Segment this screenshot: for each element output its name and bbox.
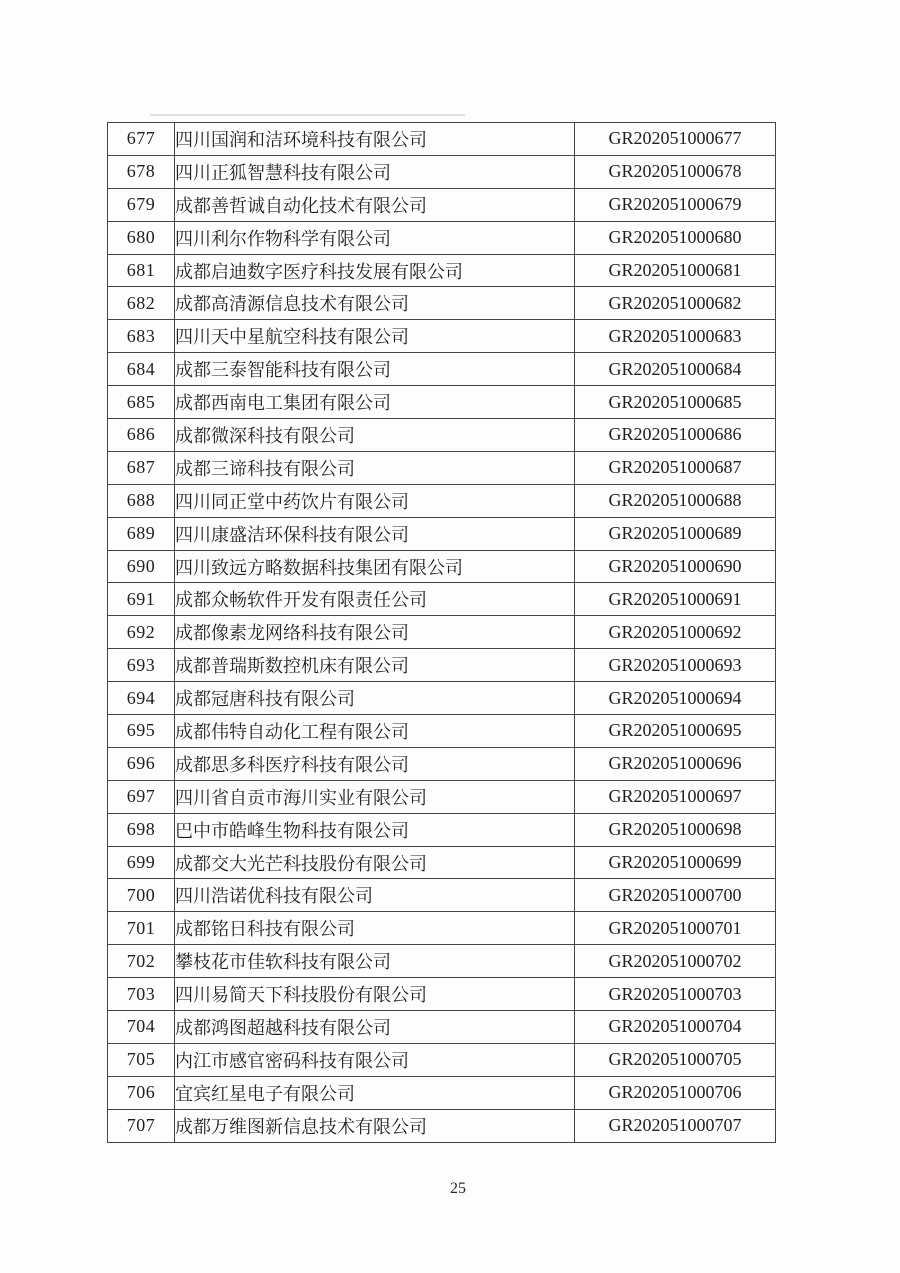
company-name-cell: 成都交大光芒科技股份有限公司 xyxy=(175,846,575,879)
row-number-cell: 687 xyxy=(108,451,175,484)
registration-code-cell: GR202051000692 xyxy=(575,616,776,649)
row-number-cell: 695 xyxy=(108,715,175,748)
registration-code-cell: GR202051000691 xyxy=(575,583,776,616)
registration-code-cell: GR202051000678 xyxy=(575,155,776,188)
row-number-cell: 680 xyxy=(108,221,175,254)
company-name-cell: 四川国润和洁环境科技有限公司 xyxy=(175,123,575,156)
table-row xyxy=(108,1076,776,1109)
table-row xyxy=(108,649,776,682)
company-name-cell: 成都三谛科技有限公司 xyxy=(175,451,575,484)
table-row xyxy=(108,879,776,912)
row-number-cell: 694 xyxy=(108,682,175,715)
company-name-cell: 成都微深科技有限公司 xyxy=(175,419,575,452)
registration-code-cell: GR202051000704 xyxy=(575,1011,776,1044)
registration-code-cell: GR202051000700 xyxy=(575,879,776,912)
table-row xyxy=(108,221,776,254)
row-number-cell: 706 xyxy=(108,1076,175,1109)
registration-code-cell: GR202051000702 xyxy=(575,945,776,978)
table-row xyxy=(108,945,776,978)
company-name-cell: 四川天中星航空科技有限公司 xyxy=(175,320,575,353)
registration-code-cell: GR202051000686 xyxy=(575,419,776,452)
registration-code-cell: GR202051000690 xyxy=(575,550,776,583)
table-row xyxy=(108,254,776,287)
row-number-cell: 691 xyxy=(108,583,175,616)
table-row xyxy=(108,747,776,780)
company-name-cell: 四川同正堂中药饮片有限公司 xyxy=(175,484,575,517)
company-table-body xyxy=(108,123,776,1143)
table-row xyxy=(108,451,776,484)
row-number-cell: 678 xyxy=(108,155,175,188)
row-number-cell: 704 xyxy=(108,1011,175,1044)
registration-code-cell: GR202051000680 xyxy=(575,221,776,254)
company-name-cell: 四川易简天下科技股份有限公司 xyxy=(175,978,575,1011)
row-number-cell: 681 xyxy=(108,254,175,287)
registration-code-cell: GR202051000689 xyxy=(575,517,776,550)
registration-code-cell: GR202051000688 xyxy=(575,484,776,517)
table-row xyxy=(108,616,776,649)
registration-code-cell: GR202051000701 xyxy=(575,912,776,945)
table-row xyxy=(108,682,776,715)
registration-code-cell: GR202051000705 xyxy=(575,1043,776,1076)
company-name-cell: 成都众畅软件开发有限责任公司 xyxy=(175,583,575,616)
company-name-cell: 四川省自贡市海川实业有限公司 xyxy=(175,780,575,813)
row-number-cell: 705 xyxy=(108,1043,175,1076)
table-row xyxy=(108,386,776,419)
registration-code-cell: GR202051000706 xyxy=(575,1076,776,1109)
registration-code-cell: GR202051000694 xyxy=(575,682,776,715)
table-row xyxy=(108,846,776,879)
company-name-cell: 四川康盛洁环保科技有限公司 xyxy=(175,517,575,550)
registration-code-cell: GR202051000685 xyxy=(575,386,776,419)
registration-code-cell: GR202051000698 xyxy=(575,813,776,846)
table-row xyxy=(108,123,776,156)
company-name-cell: 成都伟特自动化工程有限公司 xyxy=(175,715,575,748)
row-number-cell: 686 xyxy=(108,419,175,452)
company-name-cell: 巴中市皓峰生物科技有限公司 xyxy=(175,813,575,846)
table-row xyxy=(108,1011,776,1044)
row-number-cell: 683 xyxy=(108,320,175,353)
registration-code-cell: GR202051000683 xyxy=(575,320,776,353)
company-name-cell: 成都高清源信息技术有限公司 xyxy=(175,287,575,320)
company-name-cell: 四川正狐智慧科技有限公司 xyxy=(175,155,575,188)
registration-code-cell: GR202051000696 xyxy=(575,747,776,780)
company-name-cell: 成都启迪数字医疗科技发展有限公司 xyxy=(175,254,575,287)
registration-code-cell: GR202051000697 xyxy=(575,780,776,813)
table-row xyxy=(108,484,776,517)
table-row xyxy=(108,155,776,188)
row-number-cell: 703 xyxy=(108,978,175,1011)
company-name-cell: 成都鸿图超越科技有限公司 xyxy=(175,1011,575,1044)
company-name-cell: 成都万维图新信息技术有限公司 xyxy=(175,1109,575,1142)
table-row xyxy=(108,912,776,945)
row-number-cell: 692 xyxy=(108,616,175,649)
company-name-cell: 四川致远方略数据科技集团有限公司 xyxy=(175,550,575,583)
table-row xyxy=(108,813,776,846)
table-row xyxy=(108,1109,776,1142)
company-name-cell: 成都西南电工集团有限公司 xyxy=(175,386,575,419)
row-number-cell: 696 xyxy=(108,747,175,780)
table-row xyxy=(108,780,776,813)
company-name-cell: 四川浩诺优科技有限公司 xyxy=(175,879,575,912)
registration-code-cell: GR202051000677 xyxy=(575,123,776,156)
row-number-cell: 693 xyxy=(108,649,175,682)
row-number-cell: 697 xyxy=(108,780,175,813)
table-row xyxy=(108,1043,776,1076)
company-name-cell: 成都善哲诚自动化技术有限公司 xyxy=(175,188,575,221)
company-name-cell: 内江市感官密码科技有限公司 xyxy=(175,1043,575,1076)
company-name-cell: 成都铭日科技有限公司 xyxy=(175,912,575,945)
table-row xyxy=(108,320,776,353)
table-row xyxy=(108,550,776,583)
company-name-cell: 成都冠唐科技有限公司 xyxy=(175,682,575,715)
row-number-cell: 685 xyxy=(108,386,175,419)
row-number-cell: 689 xyxy=(108,517,175,550)
table-row xyxy=(108,517,776,550)
scan-artifact-line xyxy=(150,114,465,116)
row-number-cell: 679 xyxy=(108,188,175,221)
company-name-cell: 攀枝花市佳软科技有限公司 xyxy=(175,945,575,978)
row-number-cell: 690 xyxy=(108,550,175,583)
table-row xyxy=(108,419,776,452)
registration-code-cell: GR202051000682 xyxy=(575,287,776,320)
table-row xyxy=(108,583,776,616)
row-number-cell: 700 xyxy=(108,879,175,912)
company-name-cell: 成都思多科医疗科技有限公司 xyxy=(175,747,575,780)
registration-code-cell: GR202051000693 xyxy=(575,649,776,682)
row-number-cell: 677 xyxy=(108,123,175,156)
row-number-cell: 682 xyxy=(108,287,175,320)
row-number-cell: 699 xyxy=(108,846,175,879)
row-number-cell: 698 xyxy=(108,813,175,846)
company-name-cell: 成都像素龙网络科技有限公司 xyxy=(175,616,575,649)
page-number: 25 xyxy=(450,1180,466,1197)
row-number-cell: 701 xyxy=(108,912,175,945)
registration-code-cell: GR202051000707 xyxy=(575,1109,776,1142)
registration-code-cell: GR202051000679 xyxy=(575,188,776,221)
table-row xyxy=(108,978,776,1011)
table-row xyxy=(108,715,776,748)
registration-code-cell: GR202051000703 xyxy=(575,978,776,1011)
company-name-cell: 宜宾红星电子有限公司 xyxy=(175,1076,575,1109)
company-registration-table xyxy=(107,122,776,1143)
registration-code-cell: GR202051000684 xyxy=(575,353,776,386)
row-number-cell: 702 xyxy=(108,945,175,978)
row-number-cell: 707 xyxy=(108,1109,175,1142)
table-row xyxy=(108,353,776,386)
table-row xyxy=(108,188,776,221)
company-name-cell: 四川利尔作物科学有限公司 xyxy=(175,221,575,254)
company-name-cell: 成都普瑞斯数控机床有限公司 xyxy=(175,649,575,682)
row-number-cell: 684 xyxy=(108,353,175,386)
registration-code-cell: GR202051000687 xyxy=(575,451,776,484)
table-row xyxy=(108,287,776,320)
row-number-cell: 688 xyxy=(108,484,175,517)
company-name-cell: 成都三泰智能科技有限公司 xyxy=(175,353,575,386)
registration-code-cell: GR202051000699 xyxy=(575,846,776,879)
registration-code-cell: GR202051000681 xyxy=(575,254,776,287)
registration-code-cell: GR202051000695 xyxy=(575,715,776,748)
